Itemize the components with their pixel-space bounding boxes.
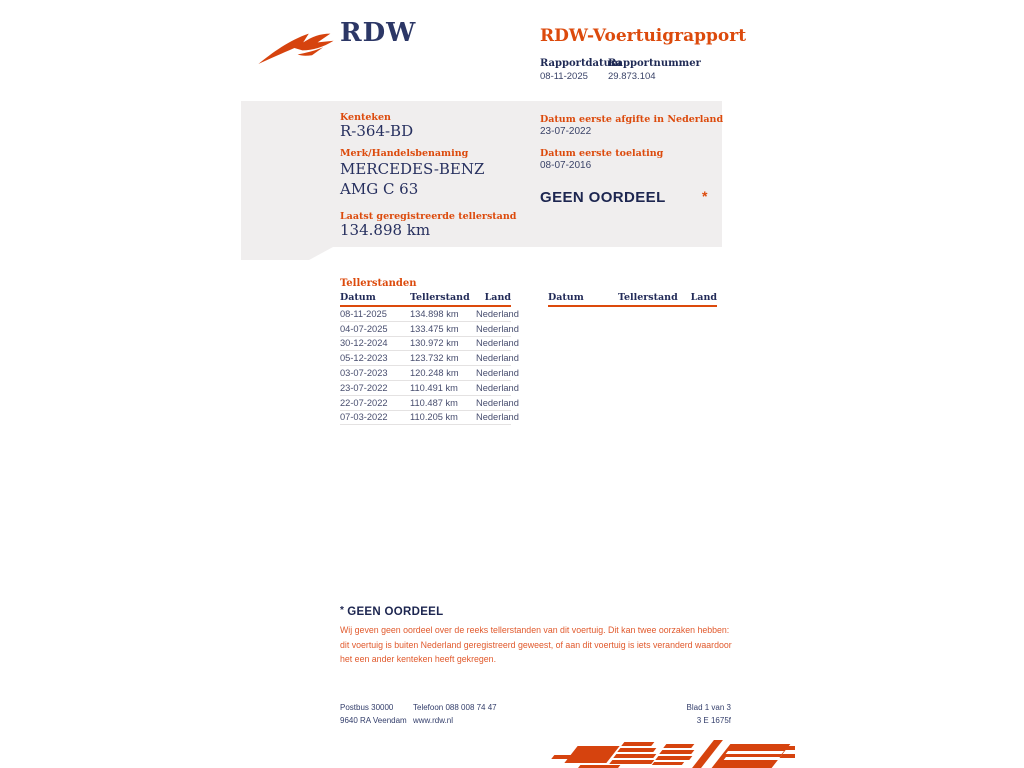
- merk-value: [340, 159, 484, 199]
- rdw-wordmark: RDW: [340, 18, 417, 48]
- table-cell: Nederland: [476, 368, 519, 379]
- speed-stripes-graphic: [545, 740, 795, 768]
- table-cell: 30-12-2024: [340, 338, 388, 349]
- footer-website: www.rdw.nl: [413, 716, 454, 725]
- table-cell: 134.898 km: [410, 308, 459, 319]
- footer-contact: [413, 701, 497, 727]
- tellerstanden-table-left: [340, 292, 519, 425]
- report-date-label: Rapportdatum: [540, 58, 622, 69]
- column-header-tellerstand: Tellerstand: [410, 292, 470, 303]
- kenteken-label: Kenteken: [340, 112, 391, 123]
- merk-line2: AMG C 63: [340, 180, 419, 198]
- table-cell: 22-07-2022: [340, 397, 388, 408]
- column-header-datum: Datum: [548, 292, 584, 303]
- tellerstand-row: [340, 322, 519, 337]
- table-cell: 110.487 km: [410, 397, 458, 408]
- tellerstand-row: [340, 396, 519, 411]
- tellerstand-label: Laatst geregistreerde tellerstand: [340, 211, 517, 222]
- vehicle-summary-box-tab: [241, 247, 333, 260]
- table-cell: Nederland: [476, 412, 519, 423]
- tellerstanden-table-right: [548, 292, 717, 307]
- table-cell: 123.732 km: [410, 353, 459, 364]
- note-asterisk: *: [340, 605, 345, 616]
- tellerstand-row: [340, 411, 519, 426]
- column-header-datum: Datum: [340, 292, 376, 303]
- table-header-row: [548, 292, 717, 307]
- table-cell: 23-07-2022: [340, 382, 388, 393]
- tellerstanden-section-title: Tellerstanden: [340, 278, 417, 289]
- tellerstand-row: [340, 366, 519, 381]
- table-header-row: [340, 292, 511, 307]
- kenteken-value: R-364-BD: [340, 122, 414, 140]
- report-title: RDW-Voertuigrapport: [540, 26, 747, 46]
- tellerstand-value: 134.898 km: [340, 221, 431, 239]
- footer-address: [340, 701, 407, 727]
- table-cell: Nederland: [476, 353, 519, 364]
- footer-phone: Telefoon 088 008 74 47: [413, 703, 497, 712]
- table-cell: 110.205 km: [410, 412, 458, 423]
- oordeel-asterisk: *: [702, 188, 708, 204]
- afgifte-label: Datum eerste afgifte in Nederland: [540, 114, 724, 125]
- toelating-label: Datum eerste toelating: [540, 148, 664, 159]
- table-cell: Nederland: [476, 308, 519, 319]
- afgifte-value: 23-07-2022: [540, 126, 592, 137]
- table-cell: 120.248 km: [410, 368, 459, 379]
- tellerstand-row: [340, 307, 519, 322]
- table-cell: 03-07-2023: [340, 368, 388, 379]
- report-date-value: 08-11-2025: [540, 71, 588, 82]
- footer-page-info: [640, 701, 731, 727]
- report-number-label: Rapportnummer: [608, 58, 701, 69]
- merk-line1: MERCEDES-BENZ: [340, 160, 485, 178]
- tellerstand-row: [340, 351, 519, 366]
- footer-form-code: 3 E 1675f: [696, 716, 731, 725]
- table-cell: Nederland: [476, 338, 519, 349]
- column-header-land: Land: [690, 292, 717, 303]
- column-header-tellerstand: Tellerstand: [618, 292, 678, 303]
- tellerstand-row: [340, 381, 519, 396]
- oordeel-status: GEEN OORDEEL: [540, 189, 666, 206]
- table-cell: 08-11-2025: [340, 308, 387, 319]
- table-cell: 07-03-2022: [340, 412, 388, 423]
- tellerstand-row: [340, 337, 519, 352]
- report-number-value: 29.873.104: [608, 71, 656, 82]
- note-title-text: GEEN OORDEEL: [347, 606, 444, 618]
- note-body: Wij geven geen oordeel over de reeks tellerstanden van dit voertuig. Dit kan twee oorzaken hebben: dit voertuig is buiten Nederland geregistreerd geweest, of aan dit voertuig is iets veranderd waardoor het een ander kenteken heeft gekregen.: [340, 625, 732, 665]
- toelating-value: 08-07-2016: [540, 160, 592, 171]
- table-cell: Nederland: [476, 382, 519, 393]
- footer-page-indicator: Blad 1 van 3: [686, 703, 731, 712]
- merk-label: Merk/Handelsbenaming: [340, 148, 469, 159]
- table-cell: 133.475 km: [410, 323, 459, 334]
- table-cell: Nederland: [476, 323, 519, 334]
- footer-address-line2: 9640 RA Veendam: [340, 716, 407, 725]
- table-cell: Nederland: [476, 397, 519, 408]
- note-title: [340, 605, 443, 618]
- footer-address-line1: Postbus 30000: [340, 703, 394, 712]
- table-cell: 130.972 km: [410, 338, 459, 349]
- table-cell: 05-12-2023: [340, 353, 388, 364]
- table-cell: 04-07-2025: [340, 323, 388, 334]
- wing-icon: [256, 24, 336, 68]
- table-cell: 110.491 km: [410, 382, 458, 393]
- column-header-land: Land: [484, 292, 511, 303]
